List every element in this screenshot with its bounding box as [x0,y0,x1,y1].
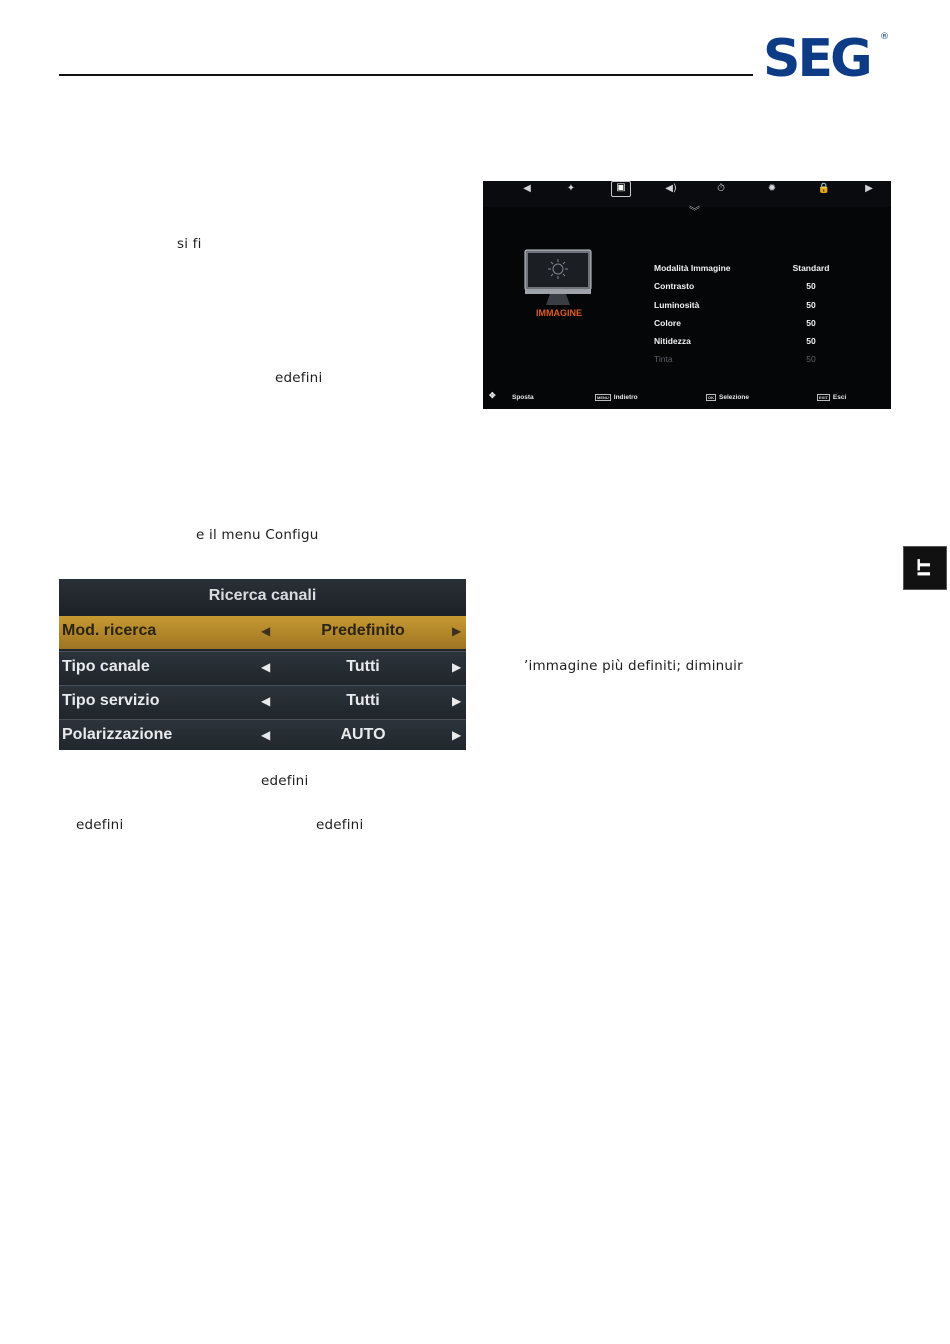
setting-value-sharpness: 50 [806,336,816,346]
language-tab-label: IT [915,559,935,577]
dpad-icon: ✥ [489,391,496,400]
picture-menu-screenshot [483,181,891,409]
right-arrow-icon: ▶ [452,728,462,742]
clock-icon: ⏱ [717,183,725,194]
brand-text: SEG [763,29,870,80]
chevron-down-icon: ︾ [689,205,700,218]
text-fragment: e il menu Configu [196,527,319,543]
left-arrow-icon: ◀ [261,660,271,674]
text-fragment: si fi [177,236,202,252]
setting-value-color: 50 [806,318,816,328]
setting-label-picture-mode: Modalità Immagine [654,263,731,273]
channel-type-label: Tipo canale [62,658,150,675]
ok-key-icon: OK [708,395,714,400]
hint-exit: EXIT Esci [819,394,847,402]
text-fragment: edefini [316,817,364,833]
hint-move: Sposta [512,394,534,401]
channel-search-screenshot [59,579,466,750]
header-rule [59,74,753,76]
polarization-row [59,719,466,750]
text-fragment: edefini [275,370,323,386]
search-mode-row [59,616,466,649]
right-arrow-icon: ▶ [865,183,873,194]
polarization-label: Polarizzazione [62,726,173,743]
channel-type-row [59,651,466,684]
left-arrow-icon: ◀ [261,694,271,708]
setting-value-brightness: 50 [806,300,816,310]
channel-search-title: Ricerca canali [59,579,466,616]
language-tab [903,546,947,590]
setting-value-contrast: 50 [806,281,816,291]
exit-key-icon: EXIT [819,395,828,400]
setting-label-tint: Tinta [654,354,673,364]
right-arrow-icon: ▶ [452,660,462,674]
gear-icon: ✹ [767,183,777,194]
registered-mark: ® [880,32,889,42]
setting-label-brightness: Luminosità [654,300,700,310]
left-arrow-icon: ◀ [523,183,531,194]
tv-icon [524,249,592,309]
channel-type-value: Tutti [346,658,380,675]
picture-icon: ▣ [611,181,631,197]
service-type-label: Tipo servizio [62,692,160,709]
service-type-value: Tutti [346,692,380,709]
menu-category-label: IMMAGINE [536,308,582,318]
setting-label-contrast: Contrasto [654,281,695,291]
polarization-value: AUTO [340,726,386,743]
left-arrow-icon: ◀ [261,728,271,742]
hint-back: MENU Indietro [597,394,638,402]
setting-label-color: Colore [654,318,681,328]
satellite-icon: ✦ [566,183,576,194]
right-arrow-icon: ▶ [452,694,462,708]
menu-tab-bar [483,181,891,207]
menu-hint-bar [483,389,891,409]
speaker-icon: ◀) [665,183,677,194]
search-mode-value: Predefinito [321,622,405,639]
lock-icon: 🔒 [817,183,831,194]
text-fragment: ’immagine più definiti; diminuir [524,658,743,674]
service-type-row [59,685,466,718]
seg-logo [763,28,891,80]
setting-label-sharpness: Nitidezza [654,336,691,346]
search-mode-label: Mod. ricerca [62,622,157,639]
setting-value-picture-mode: Standard [792,263,830,273]
hint-select: OK Selezione [708,394,749,402]
right-arrow-icon: ▶ [452,624,462,638]
setting-value-tint: 50 [806,354,816,364]
left-arrow-icon: ◀ [261,624,271,638]
menu-key-icon: MENU [597,395,609,400]
text-fragment: edefini [261,773,309,789]
text-fragment: edefini [76,817,124,833]
